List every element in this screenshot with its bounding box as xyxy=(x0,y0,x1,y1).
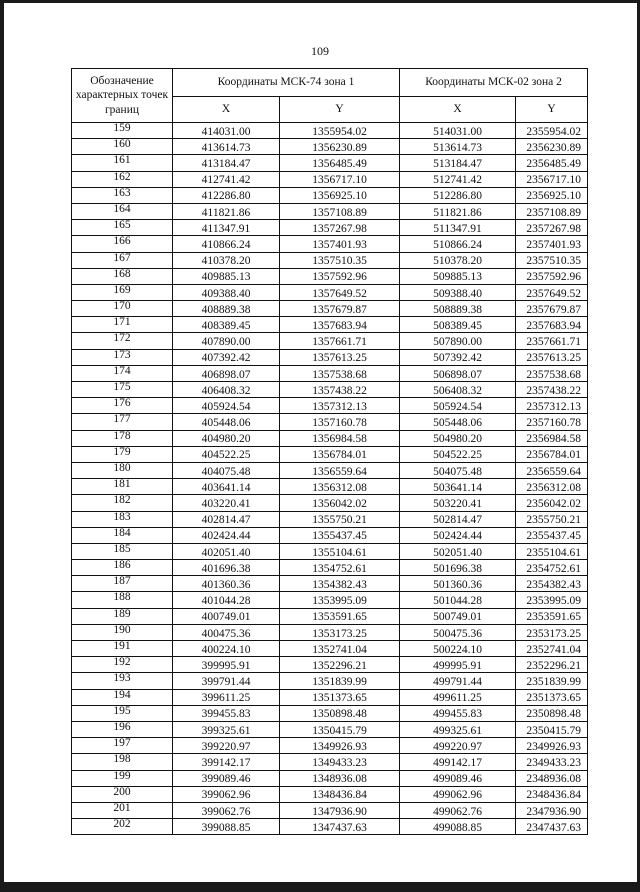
y1-cell: 1355437.45 xyxy=(280,527,400,543)
y2-cell: 2352741.04 xyxy=(516,641,588,657)
point-cell: 196 xyxy=(72,721,173,737)
y1-cell: 1355954.02 xyxy=(280,123,400,139)
point-cell: 197 xyxy=(72,738,173,754)
y1-cell: 1349433.23 xyxy=(280,754,400,770)
point-cell: 177 xyxy=(72,414,173,430)
x2-cell: 501696.38 xyxy=(400,560,516,576)
table-row xyxy=(72,317,588,333)
y2-cell: 2349926.93 xyxy=(516,738,588,754)
x2-cell: 503641.14 xyxy=(400,479,516,495)
x2-cell: 509388.40 xyxy=(400,284,516,300)
x1-cell: 402424.44 xyxy=(173,527,280,543)
table-row xyxy=(72,802,588,818)
point-cell: 166 xyxy=(72,236,173,252)
y2-cell: 2347437.63 xyxy=(516,819,588,835)
y2-cell: 2350415.79 xyxy=(516,721,588,737)
point-cell: 159 xyxy=(72,123,173,139)
x1-cell: 406408.32 xyxy=(173,382,280,398)
y2-cell: 2349433.23 xyxy=(516,754,588,770)
x2-cell: 501360.36 xyxy=(400,576,516,592)
y1-cell: 1356984.58 xyxy=(280,430,400,446)
y1-cell: 1353995.09 xyxy=(280,592,400,608)
x2-cell: 502051.40 xyxy=(400,543,516,559)
x1-cell: 410378.20 xyxy=(173,252,280,268)
y2-cell: 2354752.61 xyxy=(516,560,588,576)
table-row xyxy=(72,382,588,398)
y2-cell: 2356485.49 xyxy=(516,155,588,171)
y2-cell: 2357510.35 xyxy=(516,252,588,268)
table-row xyxy=(72,608,588,624)
x2-cell: 499995.91 xyxy=(400,657,516,673)
table-row xyxy=(72,543,588,559)
point-cell: 162 xyxy=(72,171,173,187)
y1-cell: 1356925.10 xyxy=(280,187,400,203)
x2-cell: 500475.36 xyxy=(400,624,516,640)
table-row xyxy=(72,301,588,317)
table-row xyxy=(72,398,588,414)
point-cell: 163 xyxy=(72,187,173,203)
y2-cell: 2357592.96 xyxy=(516,268,588,284)
y2-cell: 2356784.01 xyxy=(516,446,588,462)
point-cell: 188 xyxy=(72,592,173,608)
table-body xyxy=(72,123,588,835)
x2-cell: 512286.80 xyxy=(400,187,516,203)
x1-cell: 407392.42 xyxy=(173,349,280,365)
x2-cell: 499220.97 xyxy=(400,738,516,754)
point-cell: 195 xyxy=(72,705,173,721)
x2-cell: 499062.96 xyxy=(400,786,516,802)
y1-cell: 1357592.96 xyxy=(280,268,400,284)
table-row xyxy=(72,819,588,835)
y2-cell: 2355750.21 xyxy=(516,511,588,527)
y2-cell: 2351839.99 xyxy=(516,673,588,689)
scan-border-top xyxy=(0,0,640,3)
y1-cell: 1355104.61 xyxy=(280,543,400,559)
y2-cell: 2356230.89 xyxy=(516,139,588,155)
y2-cell: 2357108.89 xyxy=(516,203,588,219)
table-row xyxy=(72,171,588,187)
x1-cell: 404075.48 xyxy=(173,462,280,478)
system1-header: Координаты МСК-74 зона 1 xyxy=(173,69,400,97)
x2-cell: 504075.48 xyxy=(400,462,516,478)
point-cell: 165 xyxy=(72,220,173,236)
y1-cell: 1354382.43 xyxy=(280,576,400,592)
scan-border-left xyxy=(0,0,4,892)
y1-cell: 1347437.63 xyxy=(280,819,400,835)
y2-cell: 2352296.21 xyxy=(516,657,588,673)
y1-cell: 1349926.93 xyxy=(280,738,400,754)
y1-cell: 1351839.99 xyxy=(280,673,400,689)
point-cell: 171 xyxy=(72,317,173,333)
x1-cell: 399062.76 xyxy=(173,802,280,818)
y1-cell: 1350415.79 xyxy=(280,721,400,737)
y1-cell: 1355750.21 xyxy=(280,511,400,527)
point-cell: 193 xyxy=(72,673,173,689)
point-cell: 167 xyxy=(72,252,173,268)
x1-cell: 413614.73 xyxy=(173,139,280,155)
y2-cell: 2357683.94 xyxy=(516,317,588,333)
point-cell: 194 xyxy=(72,689,173,705)
x1-cell: 399791.44 xyxy=(173,673,280,689)
x1-cell: 401360.36 xyxy=(173,576,280,592)
y1-cell: 1350898.48 xyxy=(280,705,400,721)
y2-cell: 2357613.25 xyxy=(516,349,588,365)
designation-header: Обозначение характерных точек границ xyxy=(72,69,173,123)
point-cell: 170 xyxy=(72,301,173,317)
table-row xyxy=(72,689,588,705)
y2-cell: 2357401.93 xyxy=(516,236,588,252)
y1-cell: 1356312.08 xyxy=(280,479,400,495)
table-row xyxy=(72,511,588,527)
y1-cell: 1354752.61 xyxy=(280,560,400,576)
x1-cell: 403220.41 xyxy=(173,495,280,511)
point-cell: 169 xyxy=(72,284,173,300)
point-cell: 180 xyxy=(72,462,173,478)
x2-cell: 500224.10 xyxy=(400,641,516,657)
y1-cell: 1357661.71 xyxy=(280,333,400,349)
y1-cell: 1357679.87 xyxy=(280,301,400,317)
table-row xyxy=(72,786,588,802)
y-column-header: Y xyxy=(516,97,588,123)
y2-cell: 2354382.43 xyxy=(516,576,588,592)
y2-cell: 2355954.02 xyxy=(516,123,588,139)
x2-cell: 513614.73 xyxy=(400,139,516,155)
table-row xyxy=(72,430,588,446)
point-cell: 181 xyxy=(72,479,173,495)
x2-cell: 502814.47 xyxy=(400,511,516,527)
point-cell: 187 xyxy=(72,576,173,592)
x2-cell: 506898.07 xyxy=(400,365,516,381)
x1-cell: 409388.40 xyxy=(173,284,280,300)
y1-cell: 1353591.65 xyxy=(280,608,400,624)
y1-cell: 1352741.04 xyxy=(280,641,400,657)
x2-cell: 508389.45 xyxy=(400,317,516,333)
x1-cell: 411821.86 xyxy=(173,203,280,219)
x1-cell: 399142.17 xyxy=(173,754,280,770)
x1-cell: 405448.06 xyxy=(173,414,280,430)
x1-cell: 401044.28 xyxy=(173,592,280,608)
page-number: 109 xyxy=(311,44,329,58)
x1-cell: 400749.01 xyxy=(173,608,280,624)
x1-cell: 399325.61 xyxy=(173,721,280,737)
y1-cell: 1356784.01 xyxy=(280,446,400,462)
y1-cell: 1357401.93 xyxy=(280,236,400,252)
point-cell: 186 xyxy=(72,560,173,576)
y2-cell: 2357160.78 xyxy=(516,414,588,430)
table-row xyxy=(72,721,588,737)
point-cell: 168 xyxy=(72,268,173,284)
x1-cell: 412286.80 xyxy=(173,187,280,203)
table-row xyxy=(72,155,588,171)
x2-cell: 499611.25 xyxy=(400,689,516,705)
point-cell: 201 xyxy=(72,802,173,818)
point-cell: 173 xyxy=(72,349,173,365)
y1-cell: 1357267.98 xyxy=(280,220,400,236)
point-cell: 178 xyxy=(72,430,173,446)
x2-cell: 511821.86 xyxy=(400,203,516,219)
point-cell: 161 xyxy=(72,155,173,171)
point-cell: 176 xyxy=(72,398,173,414)
point-cell: 183 xyxy=(72,511,173,527)
x1-cell: 400224.10 xyxy=(173,641,280,657)
y1-cell: 1357312.13 xyxy=(280,398,400,414)
y1-cell: 1357649.52 xyxy=(280,284,400,300)
x2-cell: 505924.54 xyxy=(400,398,516,414)
y1-cell: 1357438.22 xyxy=(280,382,400,398)
x2-cell: 510866.24 xyxy=(400,236,516,252)
y2-cell: 2357438.22 xyxy=(516,382,588,398)
x1-cell: 403641.14 xyxy=(173,479,280,495)
y1-cell: 1356042.02 xyxy=(280,495,400,511)
table-row xyxy=(72,333,588,349)
y1-cell: 1357613.25 xyxy=(280,349,400,365)
y2-cell: 2355437.45 xyxy=(516,527,588,543)
x1-cell: 411347.91 xyxy=(173,220,280,236)
y2-cell: 2353995.09 xyxy=(516,592,588,608)
y2-cell: 2353173.25 xyxy=(516,624,588,640)
table-row xyxy=(72,446,588,462)
point-cell: 174 xyxy=(72,365,173,381)
x2-cell: 511347.91 xyxy=(400,220,516,236)
point-cell: 190 xyxy=(72,624,173,640)
x1-cell: 406898.07 xyxy=(173,365,280,381)
y2-cell: 2356559.64 xyxy=(516,462,588,478)
table-row xyxy=(72,462,588,478)
point-cell: 198 xyxy=(72,754,173,770)
x1-cell: 404980.20 xyxy=(173,430,280,446)
x1-cell: 412741.42 xyxy=(173,171,280,187)
x-column-header: X xyxy=(173,97,280,123)
x2-cell: 499089.46 xyxy=(400,770,516,786)
x1-cell: 400475.36 xyxy=(173,624,280,640)
y1-cell: 1356559.64 xyxy=(280,462,400,478)
point-cell: 182 xyxy=(72,495,173,511)
x1-cell: 404522.25 xyxy=(173,446,280,462)
y1-cell: 1357108.89 xyxy=(280,203,400,219)
x2-cell: 499062.76 xyxy=(400,802,516,818)
y1-cell: 1356230.89 xyxy=(280,139,400,155)
x2-cell: 502424.44 xyxy=(400,527,516,543)
x-column-header: X xyxy=(400,97,516,123)
y2-cell: 2357312.13 xyxy=(516,398,588,414)
x2-cell: 512741.42 xyxy=(400,171,516,187)
y2-cell: 2356312.08 xyxy=(516,479,588,495)
x2-cell: 499455.83 xyxy=(400,705,516,721)
x2-cell: 499325.61 xyxy=(400,721,516,737)
x1-cell: 399611.25 xyxy=(173,689,280,705)
table-row xyxy=(72,705,588,721)
x2-cell: 513184.47 xyxy=(400,155,516,171)
y2-cell: 2357679.87 xyxy=(516,301,588,317)
y1-cell: 1348436.84 xyxy=(280,786,400,802)
y2-cell: 2357267.98 xyxy=(516,220,588,236)
y1-cell: 1357683.94 xyxy=(280,317,400,333)
point-cell: 172 xyxy=(72,333,173,349)
y2-cell: 2356717.10 xyxy=(516,171,588,187)
y2-cell: 2351373.65 xyxy=(516,689,588,705)
point-cell: 199 xyxy=(72,770,173,786)
y2-cell: 2348936.08 xyxy=(516,770,588,786)
table-row xyxy=(72,284,588,300)
y1-cell: 1353173.25 xyxy=(280,624,400,640)
coordinates-table xyxy=(71,68,588,835)
y2-cell: 2350898.48 xyxy=(516,705,588,721)
y1-cell: 1357510.35 xyxy=(280,252,400,268)
y1-cell: 1352296.21 xyxy=(280,657,400,673)
x1-cell: 399995.91 xyxy=(173,657,280,673)
x2-cell: 507392.42 xyxy=(400,349,516,365)
x1-cell: 414031.00 xyxy=(173,123,280,139)
y2-cell: 2353591.65 xyxy=(516,608,588,624)
point-cell: 192 xyxy=(72,657,173,673)
scan-border-bottom xyxy=(0,882,640,892)
table-row xyxy=(72,187,588,203)
y1-cell: 1356485.49 xyxy=(280,155,400,171)
x2-cell: 509885.13 xyxy=(400,268,516,284)
table-row xyxy=(72,657,588,673)
table-row xyxy=(72,770,588,786)
table-row xyxy=(72,738,588,754)
x2-cell: 499088.85 xyxy=(400,819,516,835)
x1-cell: 399062.96 xyxy=(173,786,280,802)
table-row xyxy=(72,203,588,219)
y-column-header: Y xyxy=(280,97,400,123)
x2-cell: 514031.00 xyxy=(400,123,516,139)
y1-cell: 1348936.08 xyxy=(280,770,400,786)
y1-cell: 1357538.68 xyxy=(280,365,400,381)
x2-cell: 508889.38 xyxy=(400,301,516,317)
table-row xyxy=(72,365,588,381)
table-row xyxy=(72,624,588,640)
x1-cell: 402814.47 xyxy=(173,511,280,527)
x1-cell: 409885.13 xyxy=(173,268,280,284)
table-row xyxy=(72,236,588,252)
x1-cell: 408389.45 xyxy=(173,317,280,333)
x1-cell: 401696.38 xyxy=(173,560,280,576)
system2-header: Координаты МСК-02 зона 2 xyxy=(400,69,588,97)
table-row xyxy=(72,349,588,365)
y1-cell: 1347936.90 xyxy=(280,802,400,818)
y2-cell: 2356984.58 xyxy=(516,430,588,446)
table-row xyxy=(72,123,588,139)
x2-cell: 499142.17 xyxy=(400,754,516,770)
point-cell: 191 xyxy=(72,641,173,657)
y2-cell: 2348436.84 xyxy=(516,786,588,802)
table-row xyxy=(72,641,588,657)
x2-cell: 503220.41 xyxy=(400,495,516,511)
x2-cell: 510378.20 xyxy=(400,252,516,268)
x2-cell: 506408.32 xyxy=(400,382,516,398)
table-row xyxy=(72,139,588,155)
y2-cell: 2356042.02 xyxy=(516,495,588,511)
table-row xyxy=(72,527,588,543)
y2-cell: 2347936.90 xyxy=(516,802,588,818)
point-cell: 200 xyxy=(72,786,173,802)
table-row xyxy=(72,479,588,495)
x2-cell: 501044.28 xyxy=(400,592,516,608)
table-row xyxy=(72,754,588,770)
x2-cell: 504980.20 xyxy=(400,430,516,446)
x1-cell: 399088.85 xyxy=(173,819,280,835)
table-row xyxy=(72,560,588,576)
table-row xyxy=(72,592,588,608)
x1-cell: 399455.83 xyxy=(173,705,280,721)
x1-cell: 408889.38 xyxy=(173,301,280,317)
point-cell: 175 xyxy=(72,382,173,398)
x1-cell: 402051.40 xyxy=(173,543,280,559)
table-row xyxy=(72,252,588,268)
x1-cell: 399089.46 xyxy=(173,770,280,786)
point-cell: 164 xyxy=(72,203,173,219)
y2-cell: 2356925.10 xyxy=(516,187,588,203)
y2-cell: 2355104.61 xyxy=(516,543,588,559)
y2-cell: 2357661.71 xyxy=(516,333,588,349)
point-cell: 160 xyxy=(72,139,173,155)
x2-cell: 504522.25 xyxy=(400,446,516,462)
x2-cell: 505448.06 xyxy=(400,414,516,430)
table-row xyxy=(72,220,588,236)
table-row xyxy=(72,268,588,284)
y2-cell: 2357538.68 xyxy=(516,365,588,381)
table-row xyxy=(72,414,588,430)
y1-cell: 1351373.65 xyxy=(280,689,400,705)
table-row xyxy=(72,495,588,511)
point-cell: 179 xyxy=(72,446,173,462)
x1-cell: 399220.97 xyxy=(173,738,280,754)
y2-cell: 2357649.52 xyxy=(516,284,588,300)
x1-cell: 407890.00 xyxy=(173,333,280,349)
y1-cell: 1356717.10 xyxy=(280,171,400,187)
x1-cell: 410866.24 xyxy=(173,236,280,252)
point-cell: 189 xyxy=(72,608,173,624)
point-cell: 184 xyxy=(72,527,173,543)
y1-cell: 1357160.78 xyxy=(280,414,400,430)
x2-cell: 507890.00 xyxy=(400,333,516,349)
point-cell: 185 xyxy=(72,543,173,559)
x1-cell: 405924.54 xyxy=(173,398,280,414)
x2-cell: 499791.44 xyxy=(400,673,516,689)
x1-cell: 413184.47 xyxy=(173,155,280,171)
point-cell: 202 xyxy=(72,819,173,835)
x2-cell: 500749.01 xyxy=(400,608,516,624)
table-row xyxy=(72,576,588,592)
table-row xyxy=(72,673,588,689)
